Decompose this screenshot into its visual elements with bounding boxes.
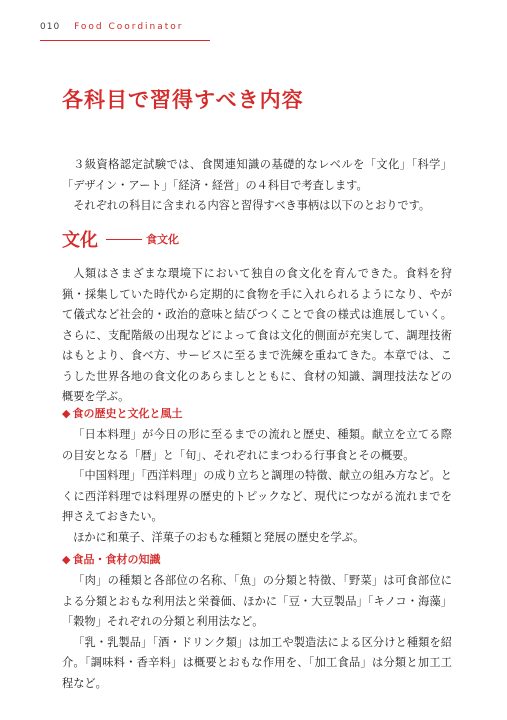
section-subtitle: 食文化 [146, 233, 179, 246]
subsection-heading [62, 406, 452, 422]
subsection-paragraph: ほかに和菓子、洋菓子のおもな種類と発展の歴史を学ぶ。 [73, 530, 365, 544]
page-number: 010 [40, 22, 61, 32]
subsection-heading [62, 552, 452, 568]
intro-block [62, 155, 452, 217]
subsection-title: 食品・食材の知識 [72, 553, 161, 566]
page-header [40, 22, 210, 41]
culture-paragraph: 人類はさまざまな環境下において独自の食文化を育んできた。食料を狩猟・採集していた時代から定期的に食物を手に入れられるようになり、やがて儀式など社会的・政治的意味と結びつくことで食の様式は進展していく。さらに、支配階級の出現などによって食は文化的側面が充実して、調理技術はもとより、食べ方、サービスに至るまで洗練を重ねてきた。本章では、こうした世界各地の食文化のあらましとともに、食材の知識、調理技法などの概要を学ぶ。 [62, 267, 452, 403]
subsection-paragraph: 「中国料理」「西洋料理」の成り立ちと調理の特徴、献立の組み方など。とくに西洋料理では料理界の歴史的トピックなど、現代につながる流れまでを押さえておきたい。 [62, 469, 452, 523]
diamond-bullet-icon: ◆ [62, 407, 71, 420]
culture-block [62, 264, 452, 408]
subsection-paragraph: 「乳・乳製品」「酒・ドリンク類」は加工や製造法による区分けと種類を紹介。「調味料・香辛料」は概要とおもな作用を、「加工食品」は分類と加工工程など。 [62, 635, 452, 690]
section-title: 文化 [62, 230, 98, 251]
running-title: Food Coordinator [74, 22, 184, 32]
page-title: 各科目で習得すべき内容 [62, 88, 304, 112]
subsection-ingredients [62, 552, 452, 694]
subsection-paragraph: 「日本料理」が今日の形に至るまでの流れと歴史、種類。献立を立てる際の目安となる「暦」と「旬」、それぞれにまつわる行事食とその概要。 [62, 428, 452, 462]
intro-paragraph: ３級資格認定試験では、食関連知識の基礎的なレベルを「文化」「科学」「デザイン・アート」「経済・経営」の４科目で考査します。 [62, 158, 452, 192]
subsection-title: 食の歴史と文化と風土 [72, 407, 183, 420]
section-rule [106, 239, 142, 240]
section-heading [62, 226, 179, 252]
subsection-history [62, 406, 452, 548]
diamond-bullet-icon: ◆ [62, 553, 71, 566]
subsection-paragraph: 「肉」の種類と各部位の名称、「魚」の分類と特徴、「野菜」は可食部位による分類とおもな利用法と栄養価、ほかに「豆・大豆製品」「キノコ・海藻」「穀物」それぞれの分類と利用法など。 [62, 574, 452, 628]
intro-paragraph: それぞれの科目に含まれる内容と習得すべき事柄は以下のとおりです。 [73, 199, 431, 212]
